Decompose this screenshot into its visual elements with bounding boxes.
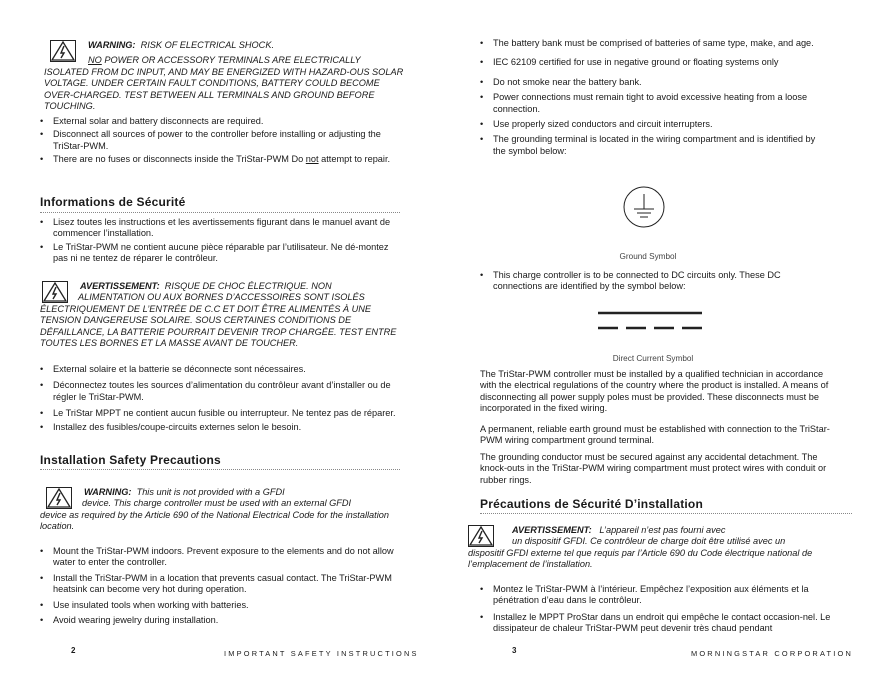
fuse-text-b: attempt to repair. xyxy=(321,154,391,165)
page-footer: IMPORTANT SAFETY INSTRUCTIONS xyxy=(224,649,419,658)
warning-body: ISOLATED FROM DC INPUT, AND MAY BE ENERGIZED WITH HAZARD-OUS SOLAR VOLTAGE. UNDER CERTAIN FAULT CONDITIONS, BATTERY COULD BECOME OVER-CHARGED. TEST BETWEEN ALL TERMINALS AND GROUND BEFORE TOUCHING. xyxy=(44,66,404,112)
warning-line2: ALIMENTATION OU AUX BORNES D’ACCESSOIRES SONT ISOLÉS xyxy=(78,292,365,303)
warning-body: ÉLECTRIQUEMENT DE L’ENTRÉE DE C.C ET DOIT ÊTRE ALIMENTÉS À UNE TENSION DANGEREUSE SOLAIRE. SOUS CERTAINES CONDITIONS DE DÉFAILLANCE, LA BATTERIE POURRAIT DEVENIR TROP CHARGÉE. TEST ENTRE TOUTES LES BORNES ET LA MASSE AVANT DE TOUCHER. xyxy=(40,303,397,349)
list-item: • Le TriStar MPPT ne contient aucun fusible ou interrupteur. Ne tentez pas de réparer. xyxy=(40,408,398,419)
gfdi-warning xyxy=(40,487,404,533)
list-item: • Installez le MPPT ProStar dans un endroit qui empêche le contact occasion-nel. Le dissipateur de chaleur TriStar-PWM peut devenir très chaud pendant xyxy=(480,612,840,635)
paragraph: A permanent, reliable earth ground must be established with connection to the TriStar-PWM wiring compartment ground terminal. xyxy=(480,424,830,446)
shock-warning xyxy=(44,40,406,112)
warning-body: dispositif GFDI externe tel que requis par l’Article 690 du Code électrique national de l’emplacement de l’installation. xyxy=(468,547,813,570)
list-item: • Montez le TriStar-PWM à l’intérieur. Empêchez l’exposition aux éléments et la pénétration d’eau dans le contrôleur. xyxy=(480,584,840,607)
ground-symbol-caption: Ground Symbol xyxy=(619,252,677,261)
safety-list-fr xyxy=(40,217,398,265)
shock-warning-fr xyxy=(40,281,404,349)
warning-title: WARNING: xyxy=(84,487,132,497)
warning-line2: device. This charge controller must be used with an external GFDI xyxy=(82,498,352,509)
warning-head: L’appareil n’est pas fourni avec xyxy=(599,525,726,535)
list-item: • Use insulated tools when working with batteries. xyxy=(40,600,402,611)
list-item: • The battery bank must be comprised of batteries of same type, make, and age. xyxy=(480,38,830,49)
divider xyxy=(40,469,400,470)
dc-list xyxy=(480,270,830,293)
gfdi-warning-fr xyxy=(468,525,852,571)
safety-list-fr-2 xyxy=(40,364,398,433)
warning-line2: un dispositif GFDI. Ce contrôleur de charge doit être utilisé avec un xyxy=(512,536,786,547)
warning-head: RISK OF ELECTRICAL SHOCK. xyxy=(140,40,275,50)
paragraph: The TriStar-PWM controller must be installed by a qualified technician in accordance with the electrical regulations of the country where the product is installed. A means of disconnecting all power supply poles must be provided. These disconnects must be incorporated in the fixed wiring. xyxy=(480,369,829,414)
list-item: • Déconnectez toutes les sources d’alimentation du contrôleur avant d’installer ou de régler le TriStar-PWM. xyxy=(40,380,398,403)
warning-no: NO xyxy=(88,55,102,66)
install-list xyxy=(40,546,402,626)
warning-body: device as required by the Article 690 of the National Electrical Code for the installation location. xyxy=(40,509,389,532)
list-item: • Use properly sized conductors and circuit interrupters. xyxy=(480,119,830,130)
section-heading-fr: Informations de Sécurité xyxy=(40,195,186,209)
paragraph: The grounding conductor must be secured against any accidental detachment. The knock-outs in the TriStar-PWM wiring compartment must protect wires with conduit or rubber rings. xyxy=(480,452,827,485)
list-item: • Install the TriStar-PWM in a location that prevents casual contact. The TriStar-PWM heatsink can become very hot during operation. xyxy=(40,573,402,596)
divider xyxy=(480,513,852,514)
list-item: • Disconnect all sources of power to the controller before installing or adjusting the TriStar-PWM. xyxy=(40,129,400,152)
install-list-fr xyxy=(480,584,840,635)
section-heading-fr: Précautions de Sécurité D’installation xyxy=(480,497,703,511)
list-item: • The grounding terminal is located in the wiring compartment and is identified by the symbol below: xyxy=(480,134,830,157)
dc-symbol-icon xyxy=(598,311,704,331)
ground-symbol-icon xyxy=(622,185,666,229)
list-item: • This charge controller is to be connected to DC circuits only. These DC connections are identified by the symbol below: xyxy=(480,270,830,293)
battery-list xyxy=(480,38,830,157)
section-heading-install: Installation Safety Precautions xyxy=(40,453,221,467)
page-footer: MORNINGSTAR CORPORATION xyxy=(691,649,854,658)
page-number: 3 xyxy=(512,646,517,655)
fuse-text-a: There are no fuses or disconnects inside the TriStar-PWM Do xyxy=(53,154,304,165)
list-item xyxy=(40,154,400,165)
list-item: • Avoid wearing jewelry during installation. xyxy=(40,615,402,626)
warning-head: This unit is not provided with a GFDI xyxy=(136,487,285,497)
list-item: • Le TriStar-PWM ne contient aucune pièce réparable par l’utilisateur. Ne dé-montez pas ni ne tentez de réparer le contrôleur. xyxy=(40,242,398,265)
fuse-text-not: not xyxy=(305,154,319,165)
warning-title: AVERTISSEMENT: xyxy=(512,525,592,535)
safety-list xyxy=(40,116,400,166)
list-item: • Do not smoke near the battery bank. xyxy=(480,77,830,88)
divider xyxy=(40,212,400,213)
list-item: • Installez des fusibles/coupe-circuits externes selon le besoin. xyxy=(40,422,398,433)
list-item: • External solaire et la batterie se déconnecte sont nécessaires. xyxy=(40,364,398,375)
page-number: 2 xyxy=(71,646,76,655)
list-item: • Power connections must remain tight to avoid excessive heating from a loose connection. xyxy=(480,92,830,115)
warning-title: WARNING: xyxy=(88,40,136,50)
warning-head: RISQUE DE CHOC ÉLECTRIQUE. NON xyxy=(164,281,332,291)
warning-title: AVERTISSEMENT: xyxy=(80,281,160,291)
dc-symbol-caption: Direct Current Symbol xyxy=(612,354,694,363)
list-item: • Lisez toutes les instructions et les avertissements figurant dans le manuel avant de commencer l’installation. xyxy=(40,217,398,240)
list-item: • Mount the TriStar-PWM indoors. Prevent exposure to the elements and do not allow water to enter the controller. xyxy=(40,546,402,569)
right-page xyxy=(440,0,880,680)
list-item: • External solar and battery disconnects are required. xyxy=(40,116,400,127)
list-item: • IEC 62109 certified for use in negative ground or floating systems only xyxy=(480,57,830,68)
warning-line1: POWER OR ACCESSORY TERMINALS ARE ELECTRICALLY xyxy=(104,55,361,66)
